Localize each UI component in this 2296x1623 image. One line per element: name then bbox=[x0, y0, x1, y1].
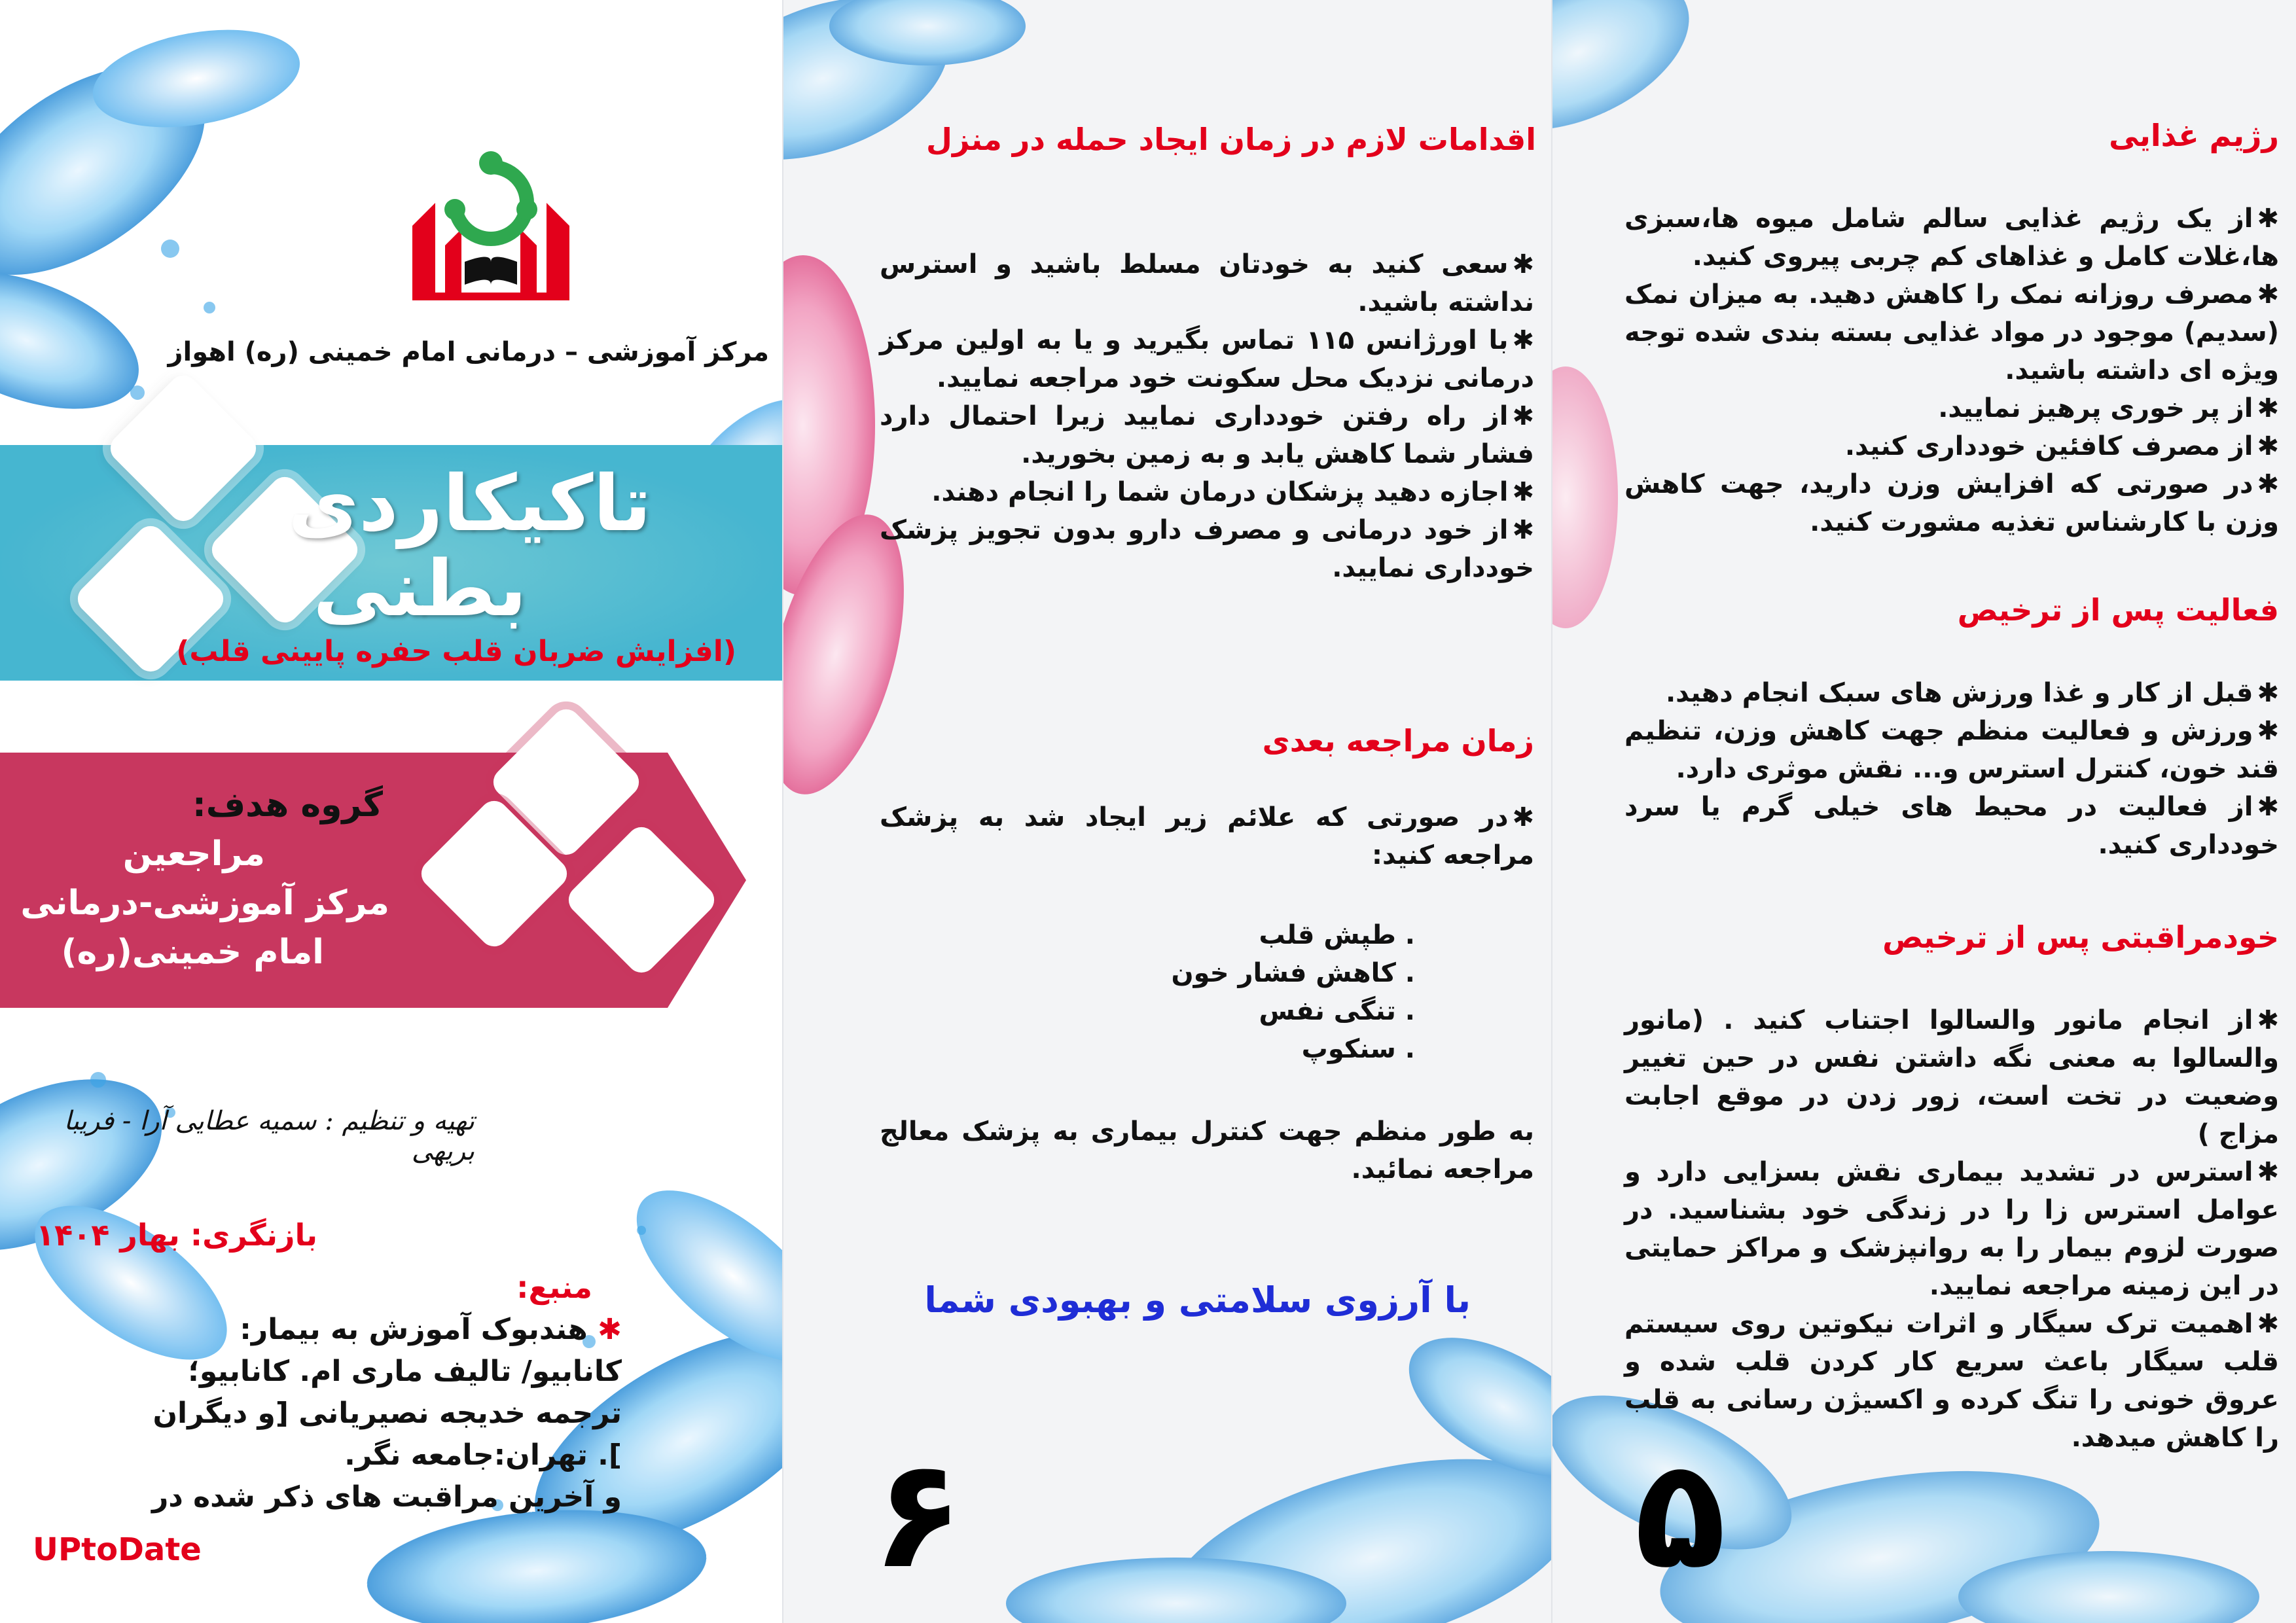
list-item: ✱ورزش و فعالیت منظم جهت کاهش وزن، تنظیم قند خون، کنترل استرس و... نقش موثری دارد. bbox=[1624, 716, 2279, 784]
source-uptodate: UPtoDate bbox=[33, 1531, 202, 1568]
selfcare-heading: خودمراقبتی پس از ترخیص bbox=[1882, 919, 2279, 955]
target-group-line2: مرکز آموزشی-درمانی bbox=[20, 883, 389, 923]
cover-title-line2: بطنی bbox=[313, 543, 527, 633]
list-item: . کاهش فشار خون bbox=[1171, 958, 1415, 988]
list-item: ✱با اورژانس ۱۱۵ تماس بگیرید و یا به اولین مرکز درمانی نزدیک محل سکونت خود مراجعه نمایید. bbox=[880, 325, 1534, 393]
diet-list bbox=[1624, 200, 2279, 541]
diet-heading: رژیم غذایی bbox=[2109, 118, 2279, 153]
cover-title-line1: تاکیکاردی bbox=[288, 458, 651, 548]
source-line: کانابیو/ تالیف ماری ام. کانابیو؛ bbox=[188, 1355, 622, 1388]
followup-text: به طور منظم جهت کنترل بیماری به پزشک معالج مراجعه نمائید. bbox=[880, 1116, 1534, 1185]
home-attack-heading: اقدامات لازم در زمان ایجاد حمله در منزل bbox=[926, 122, 1536, 157]
selfcare-list bbox=[1624, 1001, 2279, 1457]
source-label: منبع: bbox=[516, 1270, 592, 1305]
cover-panel bbox=[0, 0, 782, 1623]
list-item: ✱از مصرف کافئین خودداری کنید. bbox=[1844, 431, 2279, 461]
hospital-logo-icon bbox=[399, 147, 583, 301]
list-item: ✱از پر خوری پرهیز نمایید. bbox=[1938, 393, 2279, 423]
list-item: ✱استرس در تشدید بیماری نقش بسزایی دارد و عوامل استرس زا را در زندگی خود بشناسید. در صورت لزوم بیمار را به روانپزشک و مراکز حمایتی در این زمینه مراجعه نمایید. bbox=[1624, 1157, 2279, 1301]
center-name: مرکز آموزشی – درمانی امام خمینی (ره) اهواز bbox=[168, 337, 769, 367]
wish-text: با آرزوی سلامتی و بهبودی شما bbox=[924, 1279, 1471, 1321]
activity-heading: فعالیت پس از ترخیص bbox=[1957, 592, 2279, 628]
activity-list bbox=[1624, 674, 2279, 864]
source-line: و آخرین مراقبت های ذکر شده در bbox=[151, 1480, 622, 1514]
list-item: ✱اهمیت ترک سیگار و اثرات نیکوتین روی سیستم قلب سیگار باعث سریع کار کردن قلب شده و عروق خونی را تنگ کرده و اکسیژن رسانی به قلب را کاهش میدهد. bbox=[1624, 1309, 2279, 1453]
page-number: ۶ bbox=[872, 1427, 964, 1602]
page-five-panel bbox=[1551, 0, 2296, 1623]
list-item: ✱مصرف روزانه نمک را کاهش دهید. به میزان نمک (سدیم) موجود در مواد غذایی بسته بندی شده توجه ویژه ای داشته باشید. bbox=[1624, 279, 2279, 385]
next-visit-heading: زمان مراجعه بعدی bbox=[1262, 723, 1534, 758]
next-visit-intro: ✱در صورتی که علائم زیر ایجاد شد به پزشک مراجعه کنید: bbox=[880, 802, 1534, 870]
list-item: ✱از یک رژیم غذایی سالم شامل میوه ها،سبزی ها،غلات کامل و غذاهای کم چربی پیروی کنید. bbox=[1624, 204, 2279, 272]
target-group-label: گروه هدف: bbox=[192, 785, 383, 825]
list-item: ✱در صورتی که افزایش وزن دارید، جهت کاهش وزن با کارشناس تغذیه مشورت کنید. bbox=[1624, 469, 2279, 537]
target-group-line3: امام خمینی(ره) bbox=[61, 933, 324, 972]
list-item: ✱از خود درمانی و مصرف دارو بدون تجویز پزشک خودداری نمایید. bbox=[880, 515, 1534, 583]
list-item: . طپش قلب bbox=[1259, 920, 1415, 950]
target-group-line1: مراجعین bbox=[122, 834, 265, 874]
home-attack-list bbox=[880, 245, 1534, 587]
source-line: ]. تهران:جامعه نگر. bbox=[344, 1438, 622, 1472]
list-item: ✱سعی کنید به خودتان مسلط باشید و استرس نداشته باشید. bbox=[880, 249, 1534, 317]
symptom-list bbox=[1171, 916, 1415, 1068]
list-item: ✱از انجام مانور والسالوا اجتناب کنید . (مانور والسالوا به معنی نگه داشتن نفس در حین تغییر وضعیت در تخت است، زور زدن در موقع اجابت مزاج ) bbox=[1624, 1005, 2279, 1149]
cover-subtitle: (افزایش ضربان قلب حفره پایینی قلب) bbox=[176, 635, 736, 668]
source-line: ترجمه خدیجه نصیریانی [و دیگران bbox=[152, 1397, 622, 1430]
list-item: ✱اجازه دهید پزشکان درمان شما را انجام دهند. bbox=[931, 477, 1534, 507]
page-number: ۵ bbox=[1634, 1427, 1727, 1602]
page-six-panel bbox=[782, 0, 1552, 1623]
list-item: . تنگی نفس bbox=[1259, 996, 1415, 1026]
revision-date: بازنگری: بهار ۱۴۰۴ bbox=[36, 1217, 317, 1253]
source-line: ✱ هندبوک آموزش به بیمار: bbox=[240, 1313, 622, 1346]
source-text bbox=[33, 1309, 622, 1518]
list-item: ✱قبل از کار و غذا ورزش های سبک انجام دهید. bbox=[1665, 678, 2279, 708]
list-item: ✱از فعالیت در محیط های خیلی گرم یا سرد خودداری کنید. bbox=[1624, 792, 2279, 860]
list-item: ✱از راه رفتن خودداری نمایید زیرا احتمال دارد فشار شما کاهش یابد و به زمین بخورید. bbox=[880, 401, 1534, 469]
prepared-by: تهیه و تنظیم : سمیه عطایی آرا - فریبا بریهی bbox=[63, 1106, 475, 1166]
list-item: . سنکوپ bbox=[1301, 1034, 1415, 1064]
